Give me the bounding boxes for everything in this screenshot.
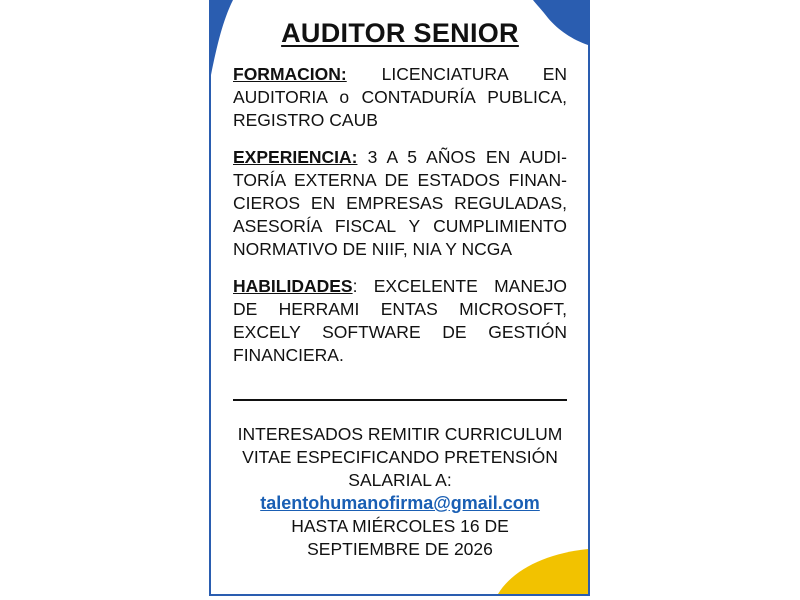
divider: [233, 399, 567, 401]
formacion-paragraph: [233, 63, 567, 132]
contact-line-5: SEPTIEMBRE DE 2026: [307, 539, 493, 559]
contact-block: [233, 423, 567, 561]
job-posting-card: [209, 0, 590, 596]
experiencia-paragraph: [233, 146, 567, 261]
formacion-label: FORMACION:: [233, 64, 347, 84]
habilidades-label: HABILIDADES: [233, 276, 353, 296]
experiencia-text: 3 A 5 AÑOS EN AUDI-TORÍA EXTERNA DE ESTADOS FINAN-CIEROS EN EMPRESAS REGULADAS, ASESORÍA FISCAL Y CUMPLIMIENTO NORMATIVO DE NIIF, NIA Y NCGA: [233, 147, 567, 259]
habilidades-paragraph: [233, 275, 567, 367]
habilidades-text: : EXCELENTE MANEJO DE HERRAMI ENTAS MICROSOFT, EXCELY SOFTWARE DE GESTIÓN FINANCIERA.: [233, 276, 567, 365]
posting-content: [233, 14, 567, 561]
contact-line-2: VITAE ESPECIFICANDO PRETENSIÓN: [242, 447, 558, 467]
job-title: AUDITOR SENIOR: [281, 18, 519, 48]
contact-line-4: HASTA MIÉRCOLES 16 DE: [291, 516, 509, 536]
email-link[interactable]: talentohumanofirma@gmail.com: [260, 493, 540, 513]
formacion-text: LICENCIATURA EN AUDITORIA o CONTADURÍA PUBLICA, REGISTRO CAUB: [233, 64, 567, 130]
contact-line-1: INTERESADOS REMITIR CURRICULUM: [237, 424, 563, 444]
contact-line-3: SALARIAL A:: [348, 470, 452, 490]
experiencia-label: EXPERIENCIA:: [233, 147, 358, 167]
